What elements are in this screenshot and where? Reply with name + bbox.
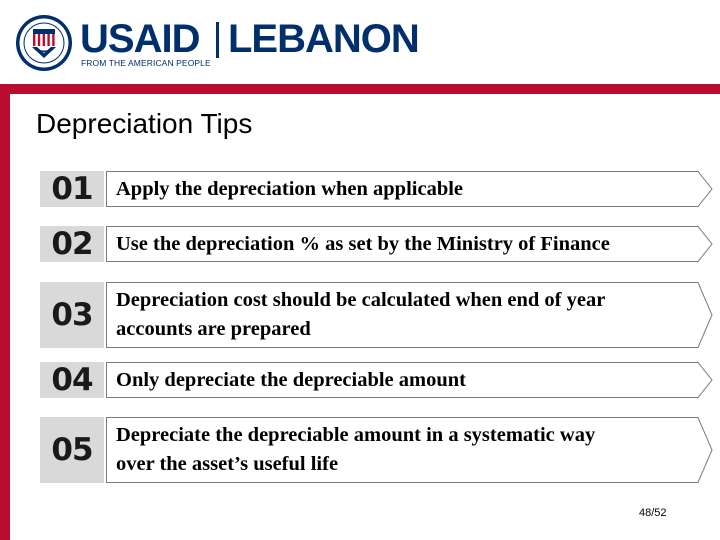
brand-divider bbox=[216, 22, 219, 58]
tip-number: 02 bbox=[40, 226, 104, 262]
tip-text-line: over the asset’s useful life bbox=[116, 453, 339, 475]
brand-lebanon: LEBANON bbox=[228, 17, 419, 61]
header-red-band bbox=[0, 84, 720, 94]
tip-number: 03 bbox=[40, 282, 104, 348]
tip-text-line: Use the depreciation % as set by the Ministry of Finance bbox=[116, 232, 610, 255]
left-red-band bbox=[0, 94, 10, 540]
tip-text-line: Only depreciate the depreciable amount bbox=[116, 368, 466, 391]
slide-title: Depreciation Tips bbox=[36, 108, 253, 139]
page-number: 48/52 bbox=[639, 507, 667, 519]
brand-usaid: USAID bbox=[80, 17, 200, 61]
tip-text-line: accounts are prepared bbox=[116, 318, 311, 340]
brand-tagline: FROM THE AMERICAN PEOPLE bbox=[81, 58, 211, 68]
usaid-seal-icon bbox=[15, 14, 73, 72]
tip-number: 01 bbox=[40, 171, 104, 207]
tip-text-line: Depreciate the depreciable amount in a systematic way bbox=[116, 424, 596, 446]
tip-number: 04 bbox=[40, 362, 104, 398]
tip-text-line: Apply the depreciation when applicable bbox=[116, 177, 464, 200]
tip-text-line: Depreciation cost should be calculated when end of year bbox=[116, 289, 606, 311]
header bbox=[0, 0, 720, 84]
tip-number: 05 bbox=[40, 417, 104, 483]
